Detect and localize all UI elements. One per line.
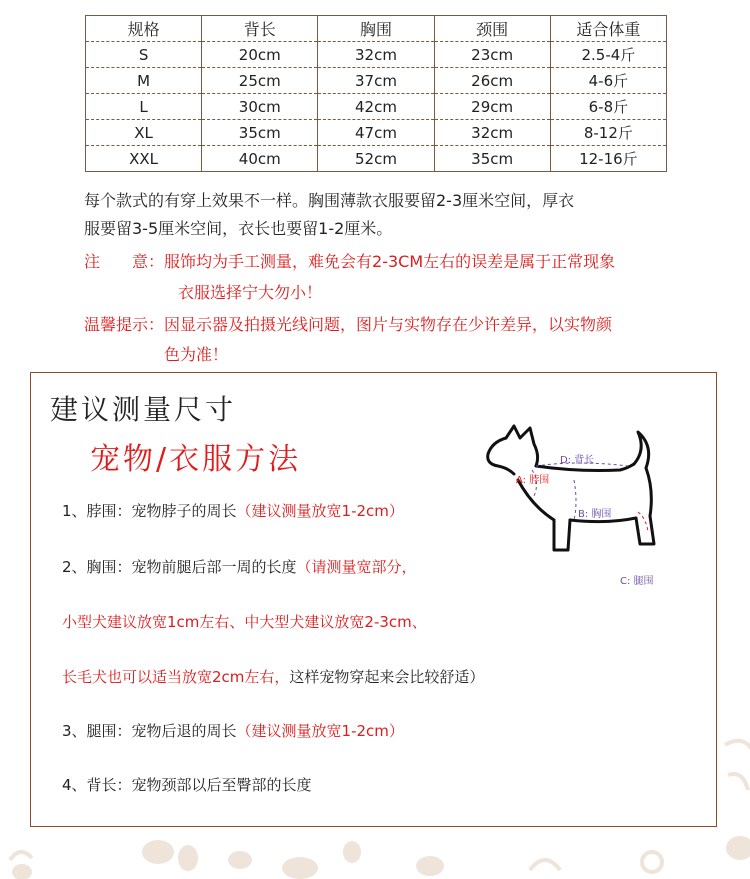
cell-weight: 4-6斤	[550, 68, 666, 94]
cell-chest: 42cm	[318, 94, 434, 120]
step-chest-detail-2	[62, 666, 484, 687]
size-chart-table	[85, 15, 667, 172]
cell-size: S	[86, 42, 202, 68]
step-text: 3、腿围：宠物后退的周长	[62, 722, 237, 740]
step-leg	[62, 720, 404, 741]
step-highlight: 小型犬建议放宽1cm左右、中大型犬建议放宽2-3cm、	[62, 613, 427, 631]
step-chest-detail-1	[62, 611, 427, 632]
table-header-row	[86, 16, 667, 42]
step-text: 这样宠物穿起来会比较舒适）	[289, 668, 485, 686]
cell-size: L	[86, 94, 202, 120]
header-back-length: 背长	[202, 16, 318, 42]
cell-neck: 26cm	[434, 68, 550, 94]
cell-back-length: 35cm	[202, 120, 318, 146]
step-highlight: （建议测量放宽1-2cm）	[236, 722, 404, 740]
attention-text-2: 衣服选择宁大勿小！	[178, 283, 323, 302]
table-row	[86, 68, 667, 94]
step-highlight: （建议测量放宽1-2cm）	[236, 502, 404, 520]
cell-back-length: 25cm	[202, 68, 318, 94]
cell-size: M	[86, 68, 202, 94]
cell-weight: 6-8斤	[550, 94, 666, 120]
cell-neck: 35cm	[434, 146, 550, 172]
cell-back-length: 30cm	[202, 94, 318, 120]
step-text: 1、脖围：宠物脖子的周长	[62, 502, 237, 520]
cell-back-length: 20cm	[202, 42, 318, 68]
header-weight: 适合体重	[550, 16, 666, 42]
cell-chest: 52cm	[318, 146, 434, 172]
attention-label: 注 意：	[84, 252, 165, 271]
diagram-label-chest: B: 胸围	[578, 509, 612, 520]
tip-note	[84, 312, 612, 335]
cell-size: XL	[86, 120, 202, 146]
tip-text-2: 色为准！	[164, 345, 229, 364]
cell-weight: 2.5-4斤	[550, 42, 666, 68]
table-row	[86, 146, 667, 172]
guide-subtitle: 宠物/衣服方法	[90, 442, 302, 477]
fit-note-line-1: 每个款式的有穿上效果不一样。胸围薄款衣服要留2-3厘米空间，厚衣	[84, 191, 575, 210]
tip-label: 温馨提示：	[84, 315, 165, 334]
cell-size: XXL	[86, 146, 202, 172]
diagram-label-leg: C: 腿围	[620, 576, 654, 587]
cell-chest: 32cm	[318, 42, 434, 68]
cell-weight: 12-16斤	[550, 146, 666, 172]
table-row	[86, 94, 667, 120]
tip-text: 因显示器及拍摄光线问题，图片与实物存在少许差异，以实物颜	[164, 315, 613, 334]
step-back-length	[62, 774, 312, 795]
guide-title: 建议测量尺寸	[50, 393, 237, 426]
attention-note	[84, 249, 615, 272]
diagram-label-neck: A: 脖围	[516, 475, 550, 486]
cell-neck: 32cm	[434, 120, 550, 146]
diagram-label-back: D: 背长	[560, 455, 595, 466]
step-text: 4、背长：宠物颈部以后至臀部的长度	[62, 776, 312, 794]
cell-neck: 23cm	[434, 42, 550, 68]
attention-text: 服饰均为手工测量，难免会有2-3CM左右的误差是属于正常现象	[164, 252, 616, 271]
cell-chest: 47cm	[318, 120, 434, 146]
cell-back-length: 40cm	[202, 146, 318, 172]
cell-weight: 8-12斤	[550, 120, 666, 146]
step-highlight: （请测量宽部分，	[296, 558, 417, 576]
cell-chest: 37cm	[318, 68, 434, 94]
table-row	[86, 120, 667, 146]
table-row	[86, 42, 667, 68]
step-highlight: 长毛犬也可以适当放宽2cm左右，	[62, 668, 290, 686]
header-neck: 颈围	[434, 16, 550, 42]
header-size: 规格	[86, 16, 202, 42]
step-chest	[62, 556, 417, 577]
cell-neck: 29cm	[434, 94, 550, 120]
step-text: 2、胸围：宠物前腿后部一周的长度	[62, 558, 297, 576]
header-chest: 胸围	[318, 16, 434, 42]
step-neck	[62, 500, 404, 521]
fit-note-line-2: 服要留3-5厘米空间，衣长也要留1-2厘米。	[84, 219, 393, 238]
